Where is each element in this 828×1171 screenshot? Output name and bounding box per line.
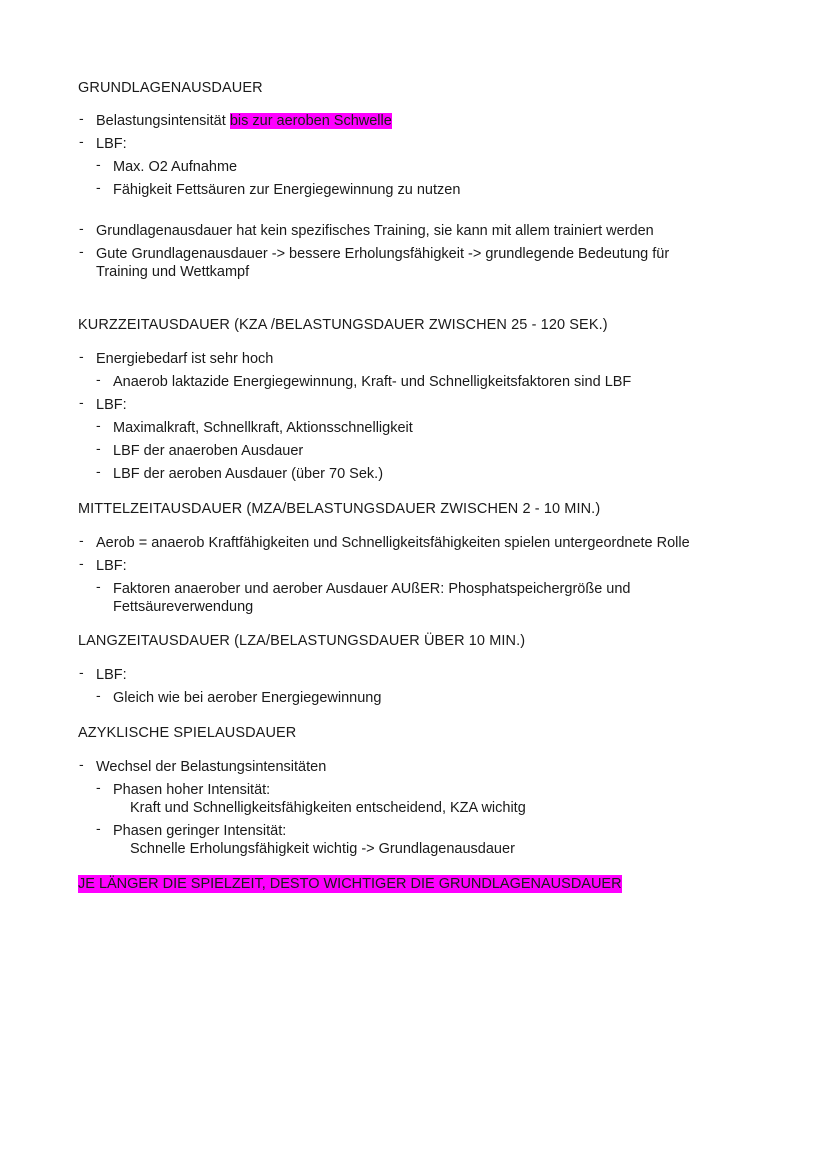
item-text: Wechsel der Belastungsintensitäten xyxy=(96,759,327,775)
conclusion-wrapper xyxy=(78,875,828,893)
item-detail-text: Kraft und Schnelligkeitsfähigkeiten entscheidend, KZA wichitg xyxy=(130,800,526,816)
sub-list-item xyxy=(95,580,828,616)
heading-spielausdauer: AZYKLISCHE SPIELAUSDAUER xyxy=(78,725,297,741)
list-item xyxy=(78,557,828,580)
sub-list-item xyxy=(95,822,828,858)
list-item xyxy=(78,222,828,245)
list-item xyxy=(78,350,828,373)
sub-list-item xyxy=(95,181,828,204)
sub-list-item xyxy=(95,689,828,712)
list-spiel xyxy=(78,758,828,858)
highlighted-text: bis zur aeroben Schwelle xyxy=(229,113,392,129)
item-text: - Phasen geringer Intensität: xyxy=(113,823,287,839)
list-grundlagen-2 xyxy=(78,222,828,281)
list-grundlagen xyxy=(78,112,828,204)
heading-mittelzeitausdauer: MITTELZEITAUSDAUER (MZA/BELASTUNGSDAUER ZWISCHEN 2 - 10 MIN.) xyxy=(78,501,601,517)
item-text: Fähigkeit Fettsäuren zur Energiegewinnung zu nutzen xyxy=(113,182,461,198)
sub-list-item xyxy=(95,442,828,465)
item-text: Max. O2 Aufnahme xyxy=(113,159,238,175)
item-text: LBF: xyxy=(96,397,127,413)
sub-list-item xyxy=(95,158,828,181)
sub-list-item xyxy=(95,373,828,396)
sub-list-item xyxy=(95,465,828,488)
item-text: Aerob = anaerob Kraftfähigkeiten und Schnelligkeitsfähigkeiten spielen untergeordnete Rolle xyxy=(96,535,690,551)
list-mza xyxy=(78,534,828,616)
heading-grundlagenausdauer: GRUNDLAGENAUSDAUER xyxy=(78,80,263,96)
heading-kurzzeitausdauer: KURZZEITAUSDAUER (KZA /BELASTUNGSDAUER ZWISCHEN 25 - 120 SEK.) xyxy=(78,317,608,333)
heading-langzeitausdauer: LANGZEITAUSDAUER (LZA/BELASTUNGSDAUER ÜBER 10 MIN.) xyxy=(78,633,526,649)
item-text-line: - Faktoren anaerober und aerober Ausdauer AUßER: Phosphatspeichergröße und xyxy=(113,581,631,597)
item-text: Anaerob laktazide Energiegewinnung, Kraft- und Schnelligkeitsfaktoren sind LBF xyxy=(113,374,632,390)
item-text: Energiebedarf ist sehr hoch xyxy=(96,351,274,367)
sub-list-item xyxy=(95,781,828,817)
item-text: - Phasen hoher Intensität: xyxy=(113,782,271,798)
item-text: Belastungsintensität xyxy=(96,113,230,129)
item-text: Maximalkraft, Schnellkraft, Aktionsschnelligkeit xyxy=(113,420,413,436)
list-item xyxy=(78,135,828,158)
list-kza xyxy=(78,350,828,488)
list-item xyxy=(78,666,828,689)
item-text: LBF: xyxy=(96,136,127,152)
list-item xyxy=(78,534,828,557)
item-text-line: Fettsäureverwendung xyxy=(113,599,254,615)
highlighted-conclusion: JE LÄNGER DIE SPIELZEIT, DESTO WICHTIGER DIE GRUNDLAGENAUSDAUER xyxy=(78,876,622,892)
item-text-line: - Gute Grundlagenausdauer -> bessere Erholungsfähigkeit -> grundlegende Bedeutung für xyxy=(96,246,670,262)
item-text: LBF: xyxy=(96,667,127,683)
item-text: Grundlagenausdauer hat kein spezifisches Training, sie kann mit allem trainiert werden xyxy=(96,223,654,239)
item-text: Gleich wie bei aerober Energiegewinnung xyxy=(113,690,382,706)
list-item xyxy=(78,396,828,419)
item-text: LBF der anaeroben Ausdauer xyxy=(113,443,304,459)
list-lza xyxy=(78,666,828,712)
item-text: LBF der aeroben Ausdauer (über 70 Sek.) xyxy=(113,466,384,482)
list-item xyxy=(78,245,828,281)
item-text: LBF: xyxy=(96,558,127,574)
sub-list-item xyxy=(95,419,828,442)
item-text-line: Training und Wettkampf xyxy=(96,264,250,280)
list-item xyxy=(78,758,828,781)
list-item xyxy=(78,112,828,135)
item-detail-text: Schnelle Erholungsfähigkeit wichtig -> Grundlagenausdauer xyxy=(130,841,515,857)
